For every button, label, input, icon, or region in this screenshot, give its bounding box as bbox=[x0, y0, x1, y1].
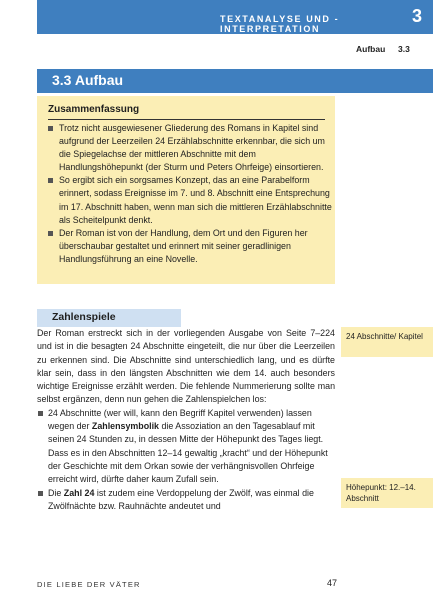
summary-box bbox=[37, 96, 335, 284]
body-item2-text-c: ist zudem eine Verdoppelung der Zwölf, was einmal die Zwölfnächte bzw. Rauhnächte andeutet und bbox=[48, 487, 314, 511]
margin-note bbox=[341, 327, 433, 357]
body-item1-text-a: 24 Abschnitte (wer will, kann den Begriff Kapitel verwenden) lassen wegen der bbox=[48, 407, 312, 432]
body-item1-text-c: die Assoziation an den Tagesablauf mit seinen 24 Stunden zu, in dessen Mitte der Höhepunkt des Tages liegt. Dass es in den Abschnitten 12–14 gewaltig „kracht“ und der Höhepunkt der Geschichte mit dem Orkan sowie der verhängnisvollen Ohrfeige erreicht wird, dürfte daher kaum Zufall sein. bbox=[48, 421, 328, 485]
margin-note-text: 24 Abschnitte/ Kapitel bbox=[346, 332, 423, 341]
running-section-number: 3.3 bbox=[398, 44, 410, 54]
summary-item: Der Roman ist von der Handlung, dem Ort und den Figuren her überschaubar gestaltet und erinnert mit seiner geradlinigen Handlungsführung an eine Novelle. bbox=[48, 227, 332, 266]
summary-divider bbox=[48, 119, 325, 120]
running-section-name: Aufbau bbox=[356, 44, 386, 54]
summary-item: Trotz nicht ausgewiesener Gliederung des Romans in Kapitel sind aufgrund der Leerzeilen 24 Erzählabschnitte erkennbar, die sich um die Spiegelachse der mittleren Abschnitte mit dem Handlungshöhepunkt (der Sturm und Peters Ohrfeige) einsortieren. bbox=[48, 122, 332, 174]
body-list-item bbox=[37, 487, 335, 514]
section-heading-bar bbox=[37, 69, 433, 93]
page-number: 47 bbox=[327, 578, 338, 588]
body-item1-emphasis: Zahlensymbolik bbox=[91, 421, 159, 432]
body-text bbox=[37, 327, 335, 513]
chapter-title: TEXTANALYSE UND -INTERPRETATION bbox=[220, 14, 340, 34]
subsection-title: Zahlenspiele bbox=[52, 311, 116, 323]
margin-note-text: Höhepunkt: 12.–14. Abschnitt bbox=[346, 483, 416, 503]
subsection-heading bbox=[37, 309, 181, 327]
section-title: 3.3 Aufbau bbox=[52, 72, 124, 88]
margin-note bbox=[341, 478, 433, 508]
body-list-item bbox=[37, 407, 335, 487]
chapter-header bbox=[37, 0, 433, 34]
body-item2-emphasis: Zahl 24 bbox=[63, 487, 95, 498]
chapter-number: 3 bbox=[412, 6, 423, 26]
summary-list bbox=[48, 122, 332, 266]
body-item2-text-a: Die bbox=[48, 487, 64, 498]
summary-item: So ergibt sich ein sorgsames Konzept, das an eine Parabelform erinnert, sodass Ereignisse im 7. und 8. Abschnitt eine Entsprechung im 17. Abschnitt haben, wenn man sich die mittleren Erzählabschnitte als Scheitelpunkt denkt. bbox=[48, 174, 332, 226]
footer-book-title: DIE LIEBE DER VÄTER bbox=[37, 580, 141, 589]
summary-heading: Zusammenfassung bbox=[48, 104, 140, 115]
body-paragraph: Der Roman erstreckt sich in der vorliegenden Ausgabe von Seite 7–224 und ist in die besagten 24 Abschnitte eingeteilt, die nur über die Leerzeilen zu erkennen sind. Die Abschnitte sind unterschiedlich lang, und es dürfte klar sein, dass in den längsten Abschnitten wie dem 14. auch besonders wichtige Ereignisse erzählt werden. Die fehlende Nummerierung sollte man selbst ergänzen, denn nun gehen die Zahlenspielchen los: bbox=[37, 328, 335, 405]
body-list bbox=[37, 407, 335, 513]
